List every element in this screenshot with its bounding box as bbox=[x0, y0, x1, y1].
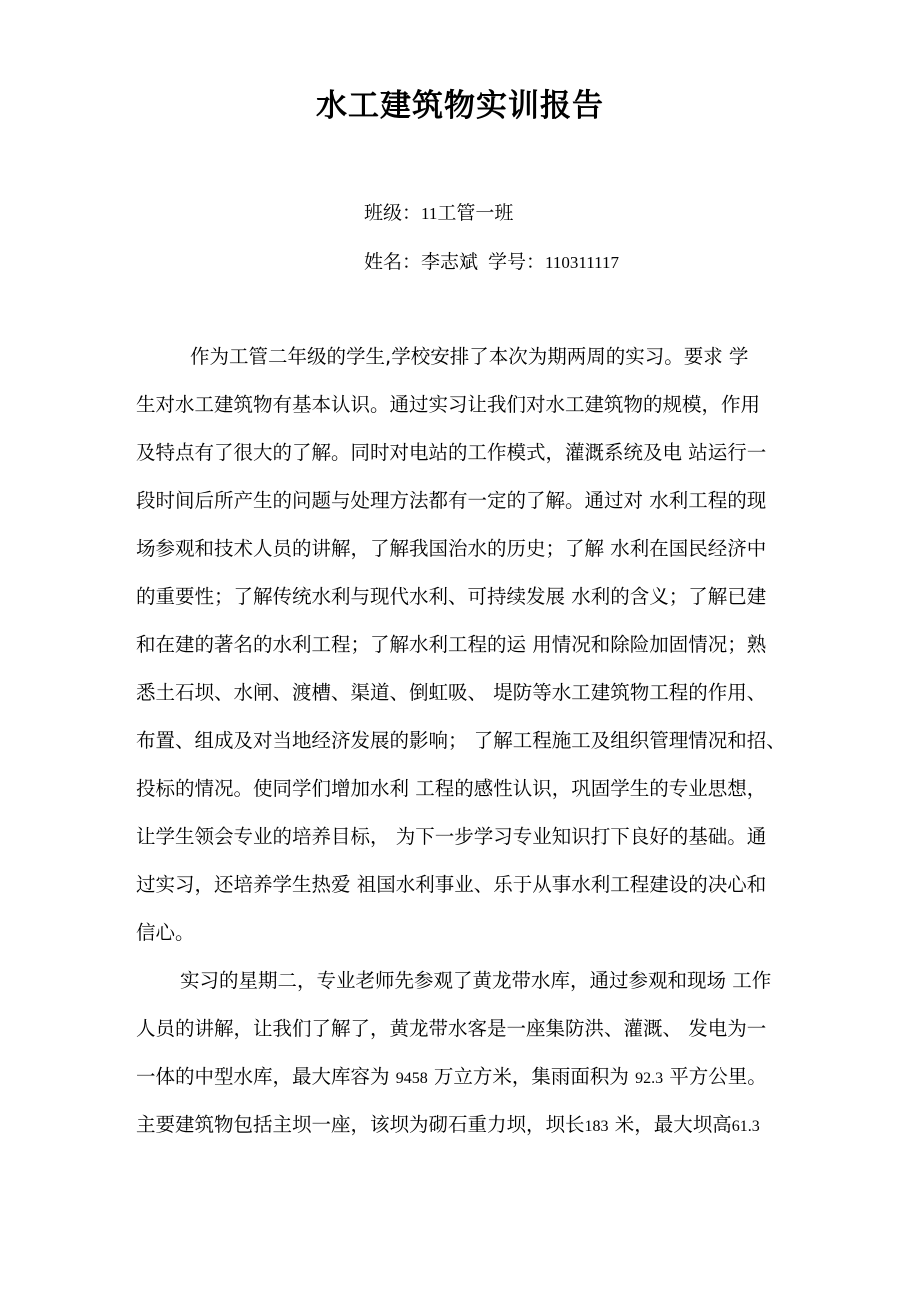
name-value: 李志斌 bbox=[421, 251, 479, 273]
paragraph2-text: 主要建筑物包括主坝一座，该坝为砌石重力坝，坝长 bbox=[136, 1113, 585, 1136]
dam-height: 61.3 bbox=[731, 1118, 760, 1135]
paragraph2-text: 平方公里。 bbox=[663, 1065, 767, 1088]
paragraph1-line: 让学生领会专业的培养目标， 为下一步学习专业知识打下良好的基础。通 bbox=[136, 825, 767, 848]
name-label: 姓名： bbox=[364, 251, 422, 273]
paragraph1-line: 布置、组成及对当地经济发展的影响； 了解工程施工及组织管理情况和招、 bbox=[136, 729, 786, 752]
student-id-value: 110311117 bbox=[545, 253, 620, 272]
reservoir-capacity: 9458 bbox=[395, 1070, 428, 1087]
paragraph1-line: 信心。 bbox=[136, 921, 195, 944]
student-info bbox=[364, 247, 619, 278]
paragraph1-line: 过实习，还培养学生热爱 祖国水利事业、乐于从事水利工程建设的决心和 bbox=[136, 873, 767, 896]
class-name: 工管一班 bbox=[437, 202, 514, 224]
paragraph2-line bbox=[136, 1110, 760, 1142]
paragraph1-line: 和在建的著名的水利工程；了解水利工程的运 用情况和除险加固情况；熟 bbox=[136, 633, 767, 656]
class-info bbox=[364, 198, 513, 229]
paragraph1-line: 作为工管二年级的学生,学校安排了本次为期两周的实习。要求 学 bbox=[190, 345, 749, 368]
student-id-label: 学号： bbox=[488, 251, 546, 273]
paragraph1-line: 投标的情况。使同学们增加水利 工程的感性认识，巩固学生的专业思想， bbox=[136, 777, 767, 800]
catchment-area: 92.3 bbox=[635, 1070, 664, 1087]
paragraph1-line: 的重要性；了解传统水利与现代水利、可持续发展 水利的含义；了解已建 bbox=[136, 585, 767, 608]
paragraph1-line: 及特点有了很大的了解。同时对电站的工作模式，灌溉系统及电 站运行一 bbox=[136, 441, 767, 464]
paragraph2-text: 米，最大坝高 bbox=[608, 1113, 732, 1136]
dam-length: 183 bbox=[584, 1118, 609, 1135]
class-number: 11 bbox=[421, 204, 438, 223]
paragraph1-line: 悉土石坝、水闸、渡槽、渠道、倒虹吸、 堤防等水工建筑物工程的作用、 bbox=[136, 681, 767, 704]
paragraph1-line: 场参观和技术人员的讲解，了解我国治水的历史；了解 水利在国民经济中 bbox=[136, 537, 767, 560]
paragraph1-line: 生对水工建筑物有基本认识。通过实习让我们对水工建筑物的规模，作用 bbox=[136, 393, 761, 416]
paragraph2-line: 人员的讲解，让我们了解了，黄龙带水客是一座集防洪、灌溉、 发电为一 bbox=[136, 1017, 767, 1040]
paragraph2-text: 万立方米，集雨面积为 bbox=[427, 1065, 636, 1088]
paragraph2-line bbox=[136, 1062, 767, 1094]
paragraph1-line: 段时间后所产生的问题与处理方法都有一定的了解。通过对 水利工程的现 bbox=[136, 489, 767, 512]
class-label: 班级： bbox=[364, 202, 422, 224]
paragraph2-text: 一体的中型水库，最大库容为 bbox=[136, 1065, 396, 1088]
document-title: 水工建筑物实训报告 bbox=[316, 88, 604, 124]
paragraph2-line: 实习的星期二，专业老师先参观了黄龙带水库，通过参观和现场 工作 bbox=[180, 969, 772, 992]
